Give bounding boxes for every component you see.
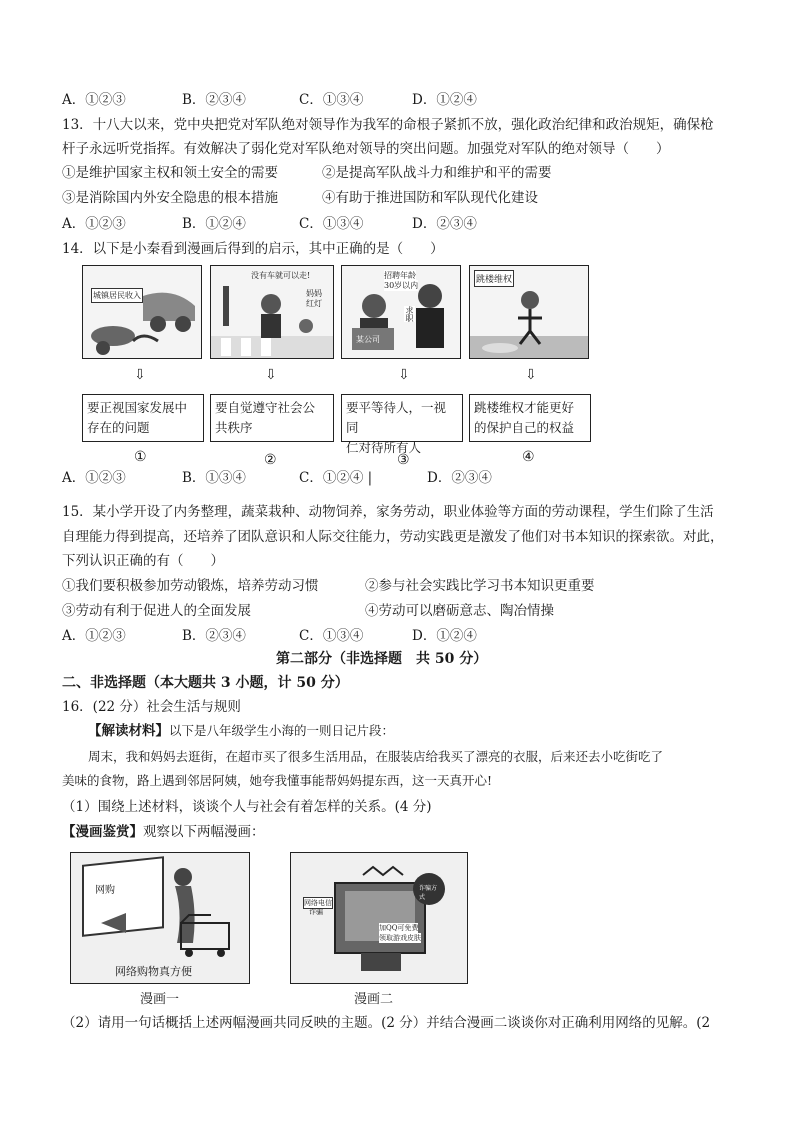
cartoon2-bubble-line2: 领取游戏皮肤	[379, 934, 421, 942]
q15-statement-1: ①我们要积极参加劳动锻炼，培养劳动习惯	[62, 578, 319, 594]
cartoon-panel-4	[469, 265, 589, 359]
box-number-1: ①	[134, 449, 147, 465]
panel3-company: 某公司	[356, 335, 380, 344]
q15-stem-line2: 自理能力得到提高，还培养了团队意识和人际交往能力，劳动实践更是激发了他们对书本知识的探索欲。对此，	[62, 529, 724, 545]
option-c: C．①③④	[299, 92, 364, 108]
panel3-paper: 求职	[405, 306, 414, 322]
q15-stem-line1: 15．某小学开设了内务整理，蔬菜栽种、动物饲养，家务劳动，职业体验等方面的劳动课程，学生们除了生活	[62, 504, 714, 520]
car-race-illustration	[83, 266, 201, 358]
section-two-title: 二、非选择题（本大题共 3 小题，计 50 分）	[62, 675, 349, 691]
cartoon1-sign: 网购	[95, 885, 115, 896]
cartoon-panel-3	[341, 265, 461, 359]
option-a: A．①②③	[62, 92, 126, 108]
cartoon1-title: 漫画一	[140, 992, 180, 1007]
box-number-3: ③	[397, 452, 410, 468]
material-intro-text: 以下是八年级学生小海的一则日记片段：	[169, 723, 395, 738]
arrow-1: ⇩	[134, 367, 146, 383]
option-c: C．①③④	[299, 628, 364, 644]
panel2-speech: 没有车就可以走!	[251, 271, 311, 280]
option-b: B．①②④	[182, 216, 246, 232]
cartoon2-bag-label: 诈骗方式	[419, 885, 438, 901]
arrow-4: ⇩	[525, 367, 537, 383]
cartoon-label: 【漫画鉴赏】	[62, 824, 143, 840]
conclusion-box-3	[341, 394, 463, 455]
conclusion-box-2	[210, 394, 334, 442]
diary-line-2: 美味的食物，路上遇到邻居阿姨，她夸我懂事能帮妈妈提东西，这一天真开心!	[62, 773, 493, 788]
box4-line1: 跳楼维权才能更好	[474, 400, 575, 415]
q16-material-intro	[88, 721, 394, 741]
q13-stem-line1: 13．十八大以来，党中央把党对军队绝对领导作为我军的命根子紧抓不放，强化政治纪律和政治规矩，确保枪	[62, 117, 714, 133]
q13-stem-line2: 杆子永远听党指挥。有效解决了弱化党对军队绝对领导的突出问题。加强党对军队的绝对领导（ ）	[62, 141, 670, 157]
q15-statement-3: ③劳动有利于促进人的全面发展	[62, 603, 251, 619]
q16-header: 16．(22 分）社会生活与规则	[62, 699, 241, 715]
diary-line-1: 周末，我和妈妈去逛街，在超市买了很多生活用品，在服装店给我买了漂亮的衣服，后来还去小吃街吃了	[88, 749, 664, 764]
arrow-2: ⇩	[265, 367, 277, 383]
cartoon-intro-text: 观察以下两幅漫画：	[143, 824, 265, 840]
cartoon2-sign-line1: 网络电信	[304, 899, 332, 907]
q15-stem-line3: 下列认识正确的有（ ）	[62, 553, 224, 569]
option-d: D．①②④	[412, 628, 477, 644]
q13-statement-1: ①是维护国家主权和领土安全的需要	[62, 165, 278, 181]
cartoon2-bubble-line1: 加QQ可免费	[379, 924, 419, 932]
q13-statement-3: ③是消除国内外安全隐患的根本措施	[62, 190, 278, 206]
cartoon1-inside-caption: 网络购物真方便	[115, 965, 192, 978]
cartoon2-sign-line2: 诈骗	[309, 908, 323, 916]
q15-statement-4: ④劳动可以磨砺意志、陶冶情操	[365, 603, 554, 619]
part-two-title: 第二部分（非选择题 共 50 分）	[276, 651, 488, 667]
panel4-sign: 跳楼维权	[474, 270, 514, 287]
conclusion-box-4	[469, 394, 591, 442]
option-a: A．①②③	[62, 216, 126, 232]
box2-line1: 要自觉遵守社会公	[215, 400, 316, 415]
option-a: A．①②③	[62, 628, 126, 644]
box1-line2: 存在的问题	[87, 420, 150, 435]
panel2-label-mom: 妈妈	[306, 289, 322, 298]
q16-sub-question-2: （2）请用一句话概括上述两幅漫画共同反映的主题。(2 分）并结合漫画二谈谈你对正确利用网络的见解。(2	[62, 1015, 711, 1031]
cartoon2-title: 漫画二	[354, 992, 394, 1007]
material-label: 【解读材料】	[88, 723, 169, 739]
panel3-sign-line2: 30岁以内	[384, 281, 419, 290]
box-number-2: ②	[264, 452, 277, 468]
q15-statement-2: ②参与社会实践比学习书本知识更重要	[365, 578, 595, 594]
cartoon-two	[290, 852, 468, 984]
option-d: D．②③④	[412, 216, 477, 232]
option-d: D．①②④	[412, 92, 477, 108]
conclusion-box-1	[82, 394, 204, 442]
box3-line1: 要平等待人，一视同	[346, 400, 447, 435]
q13-statement-4: ④有助于推进国防和军队现代化建设	[322, 190, 538, 206]
option-c: C．①②④ |	[299, 470, 373, 486]
cartoon-one	[70, 852, 250, 984]
q13-statement-2: ②是提高军队战斗力和维护和平的需要	[322, 165, 552, 181]
option-a: A．①②③	[62, 470, 126, 486]
box2-line2: 共秩序	[215, 420, 253, 435]
cartoon-panel-2	[210, 265, 334, 359]
option-b: B．②③④	[182, 92, 246, 108]
q14-stem: 14．以下是小秦看到漫画后得到的启示，其中正确的是（ ）	[62, 241, 444, 257]
cartoon-intro	[62, 822, 265, 842]
panel3-sign-line1: 招聘年龄	[384, 271, 416, 280]
q16-sub-question-1: （1）围绕上述材料，谈谈个人与社会有着怎样的关系。(4 分)	[62, 799, 432, 815]
panel1-sign: 城镇居民收入	[91, 288, 143, 303]
box4-line2: 的保护自己的权益	[474, 420, 575, 435]
box3-line2: 仁对待所有人	[346, 440, 422, 455]
box-number-4: ④	[522, 449, 535, 465]
box1-line1: 要正视国家发展中	[87, 400, 188, 415]
arrow-3: ⇩	[398, 367, 410, 383]
option-b: B．①③④	[182, 470, 246, 486]
panel2-label-redlight: 红灯	[306, 299, 322, 308]
cartoon-panel-1	[82, 265, 202, 359]
phone-scam-illustration	[291, 853, 467, 983]
option-b: B．②③④	[182, 628, 246, 644]
option-d: D．②③④	[427, 470, 492, 486]
option-c: C．①③④	[299, 216, 364, 232]
